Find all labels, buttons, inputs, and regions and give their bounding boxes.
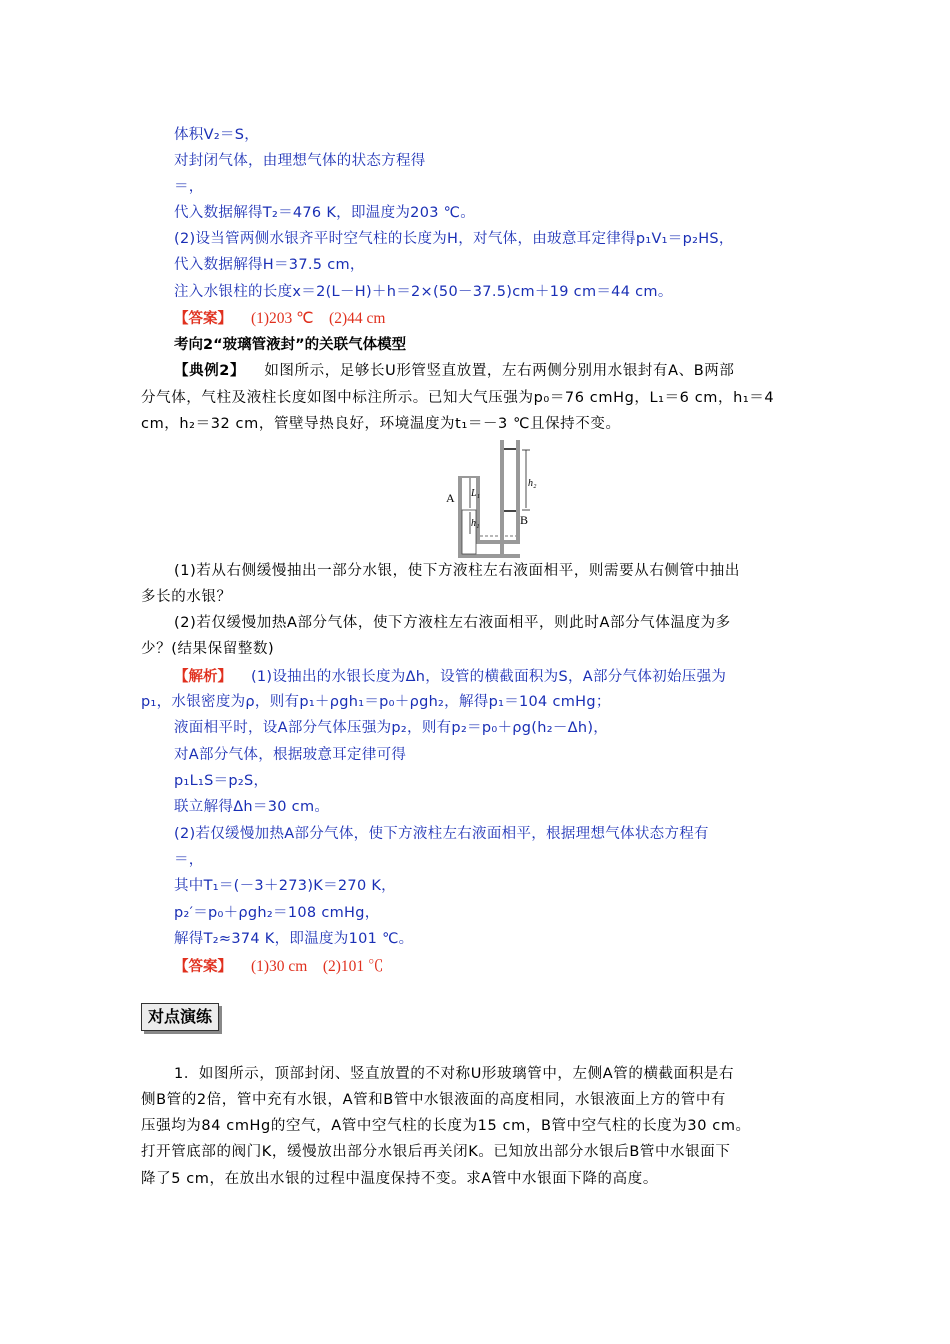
left-tube-outer-wall <box>458 476 462 558</box>
solution-line-2: 对封闭气体，由理想气体的状态方程得 <box>174 153 426 169</box>
label-h2: h₂ <box>528 478 537 489</box>
example2-line-1 <box>174 360 735 382</box>
problem1-line-2: 侧B管的2倍，管中充有水银，A管和B管中水银液面的高度相同，水银液面上方的管中有 <box>141 1092 727 1108</box>
problem1-line-3: 压强均为84 cmHg的空气，A管中空气柱的长度为15 cm，B管中空气柱的长度为30 cm。 <box>141 1118 751 1134</box>
analysis-line-11: 解得T₂≈374 K，即温度为101 ℃。 <box>174 931 414 947</box>
solution-line-3: ＝， <box>174 179 204 195</box>
question-line-4: 少？(结果保留整数) <box>141 641 275 657</box>
analysis-line-4: 对A部分气体，根据玻意耳定律可得 <box>174 747 407 763</box>
problem1-line-4: 打开管底部的阀门K，缓慢放出部分水银后再关闭K。已知放出部分水银后B管中水银面下 <box>141 1144 731 1160</box>
solution-line-4: 代入数据解得T₂＝476 K，即温度为203 ℃。 <box>174 205 476 221</box>
label-b: B <box>520 513 529 527</box>
solution-line-6: 代入数据解得H＝37.5 cm， <box>174 257 365 273</box>
analysis-text-1: (1)设抽出的水银长度为Δh，设管的横截面积为S，A部分气体初始压强为 <box>250 669 727 685</box>
example2-text-1: 如图所示，足够长U形管竖直放置，左右两侧分别用水银封有A、B两部 <box>264 363 735 379</box>
answer2-value: (1)30 cm (2)101 ℃ <box>250 958 384 975</box>
label-l1: L₁ <box>471 488 481 499</box>
bottom-inner-wall <box>476 540 516 544</box>
answer2-label: 【答案】 <box>174 959 232 975</box>
analysis-line-5: p₁L₁S＝p₂S， <box>174 773 269 789</box>
left-tube-cap <box>462 476 476 478</box>
analysis-line-8: ＝， <box>174 852 204 868</box>
left-tube-inner-wall <box>476 476 480 544</box>
label-a: A <box>446 491 455 505</box>
analysis-line-7: (2)若仅缓慢加热A部分气体，使下方液柱左右液面相平，根据理想气体状态方程有 <box>174 826 709 842</box>
answer-1-row <box>174 307 385 330</box>
u-tube-figure <box>440 440 550 560</box>
b-level <box>504 510 516 512</box>
analysis-label: 【解析】 <box>174 669 232 685</box>
section-heading: 考向2“玻璃管液封”的关联气体模型 <box>174 337 407 353</box>
problem1-line-5: 降了5 cm，在放出水银的过程中温度保持不变。求A管中水银面下降的高度。 <box>141 1171 658 1187</box>
solution-line-1: 体积V₂＝S， <box>174 127 260 143</box>
problem1-line-1: 1．如图所示，顶部封闭、竖直放置的不对称U形玻璃管中，左侧A管的横截面积是右 <box>174 1066 735 1082</box>
answer-label: 【答案】 <box>174 311 232 327</box>
example2-line-2: 分气体，气柱及液柱长度如图中标注所示。已知大气压强为p₀＝76 cmHg，L₁＝6 cm，h₁＝4 <box>141 390 775 406</box>
analysis-line-1 <box>174 665 726 688</box>
answer-2-row <box>174 955 384 978</box>
answer-value: (1)203 ℃ (2)44 cm <box>250 310 386 327</box>
right-tube-outer-wall <box>500 440 504 558</box>
question-line-1: (1)若从右侧缓慢抽出一部分水银，使下方液柱左右液面相平，则需要从右侧管中抽出 <box>174 563 740 579</box>
right-tube-inner-wall <box>516 440 520 544</box>
example2-line-3: cm，h₂＝32 cm，管壁导热良好，环境温度为t₁＝－3 ℃且保持不变。 <box>141 416 621 432</box>
solution-line-7: 注入水银柱的长度x＝2(L－H)＋h＝2×(50－37.5)cm＋19 cm＝44 cm。 <box>174 284 673 300</box>
question-line-3: (2)若仅缓慢加热A部分气体，使下方液柱左右液面相平，则此时A部分气体温度为多 <box>174 615 731 631</box>
analysis-line-9: 其中T₁＝(－3＋273)K＝270 K， <box>174 878 396 894</box>
analysis-line-2: p₁，水银密度为ρ，则有p₁＋ρgh₁＝p₀＋ρgh₂，解得p₁＝104 cmHg； <box>141 694 611 710</box>
example2-label: 【典例2】 <box>174 363 246 379</box>
right-top-level <box>504 448 516 450</box>
analysis-line-6: 联立解得Δh＝30 cm。 <box>174 799 330 815</box>
question-line-2: 多长的水银？ <box>141 589 232 605</box>
practice-heading: 对点演练 <box>141 1003 219 1031</box>
analysis-line-3: 液面相平时，设A部分气体压强为p₂，则有p₂＝p₀＋ρg(h₂－Δh)， <box>174 720 609 736</box>
tube-bottom <box>458 554 520 558</box>
solution-line-5: (2)设当管两侧水银齐平时空气柱的长度为H，对气体，由玻意耳定律得p₁V₁＝p₂HS， <box>174 231 734 247</box>
label-h1: h₁ <box>471 518 480 529</box>
left-liquid <box>462 510 476 554</box>
analysis-line-10: p₂′＝p₀＋ρgh₂＝108 cmHg， <box>174 905 380 921</box>
